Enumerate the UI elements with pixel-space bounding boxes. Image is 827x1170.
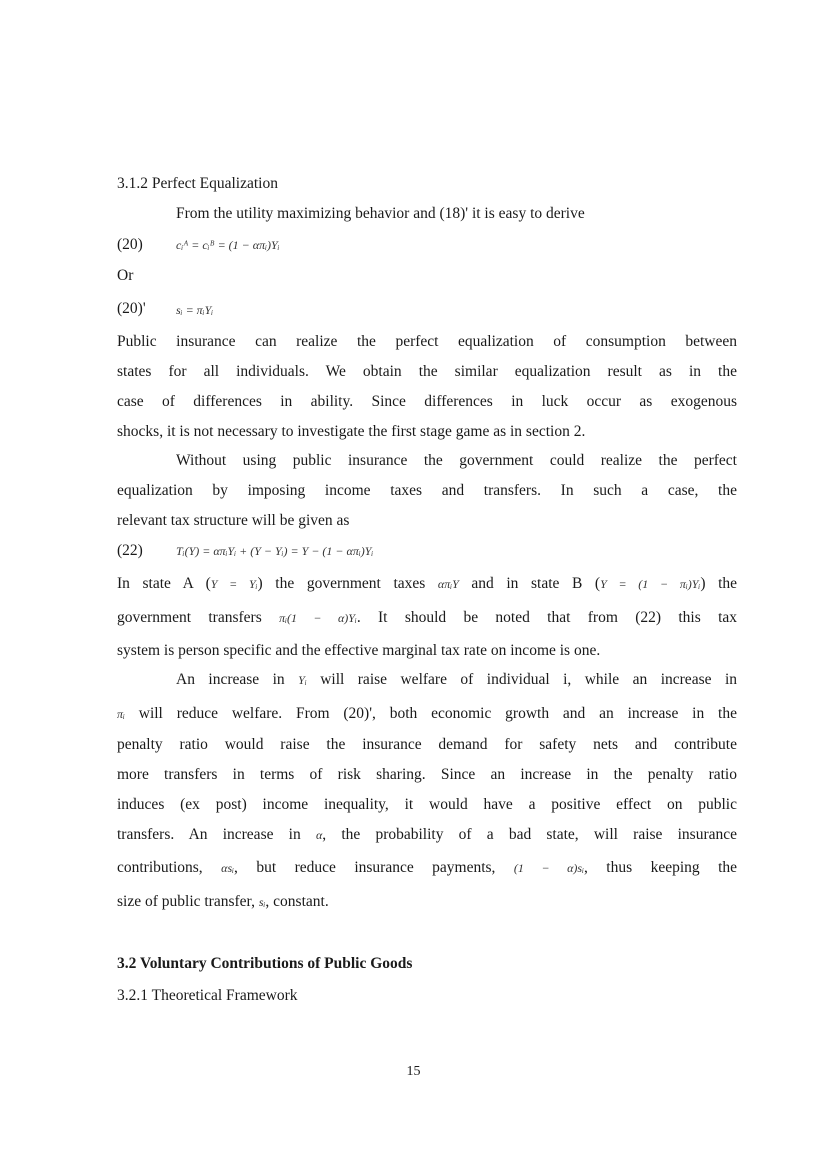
paragraph-2-line: relevant tax structure will be given as [117, 512, 350, 529]
paragraph-2-line: Without using public insurance the government could realize the perfect [176, 452, 737, 469]
paragraph-3-line-3: system is person specific and the effective marginal tax rate on income is one. [117, 642, 601, 659]
equation-20: cᵢᴬ = cᵢᴮ = (1 − απᵢ)Yᵢ [176, 238, 280, 252]
equation-20-prime-label: (20)' [117, 300, 146, 317]
text-run: , the probability of a bad state, will raise insurance [322, 826, 738, 843]
inline-math: Yᵢ [298, 673, 307, 687]
text-run: An increase in [176, 671, 285, 688]
inline-math: Y = Yᵢ [210, 577, 258, 591]
paragraph-4-line: more transfers in terms of risk sharing. Since an increase in the penalty ratio [117, 766, 737, 783]
text-run: , thus keeping the [583, 859, 738, 876]
equation-22-label: (22) [117, 542, 143, 559]
text-run: . It should be noted that from (22) this tax [356, 609, 738, 626]
paragraph-4-line: penalty ratio would raise the insurance demand for safety nets and contribute [117, 736, 737, 753]
paragraph-4-line-2 [117, 704, 737, 724]
paragraph-4-line-1 [176, 670, 737, 690]
text-run: In state A ( [117, 575, 211, 592]
intro-text: From the utility maximizing behavior and (18)' it is easy to derive [176, 205, 585, 222]
paragraph-1-line: states for all individuals. We obtain the similar equalization result as in the [117, 363, 737, 380]
inline-math: αsᵢ [221, 861, 235, 875]
equation-20-label: (20) [117, 236, 143, 253]
section-heading-3-2: 3.2 Voluntary Contributions of Public Goods [117, 955, 413, 972]
paragraph-1-line: shocks, it is not necessary to investigate the first stage game as in section 2. [117, 423, 586, 440]
paragraph-1-line: Public insurance can realize the perfect equalization of consumption between [117, 333, 737, 350]
text-run: contributions, [117, 859, 203, 876]
or-text: Or [117, 267, 134, 284]
paragraph-2-line: equalization by imposing income taxes and transfers. In such a case, the [117, 482, 737, 499]
text-run: size of public transfer, [117, 893, 255, 910]
text-run: will raise welfare of individual i, while an increase in [320, 671, 737, 688]
text-run: government transfers [117, 609, 262, 626]
inline-math: απᵢY [437, 577, 459, 591]
inline-math: Y = (1 − πᵢ)Yᵢ [600, 577, 701, 591]
paragraph-4-line-7 [117, 858, 737, 878]
paragraph-4-line: induces (ex post) income inequality, it would have a positive effect on public [117, 796, 737, 813]
equation-22: Tᵢ(Y) = απᵢYᵢ + (Y − Yᵢ) = Y − (1 − απᵢ)Yᵢ [176, 544, 374, 558]
subsection-heading-3-2-1: 3.2.1 Theoretical Framework [117, 987, 298, 1004]
text-run: , constant. [265, 893, 329, 910]
paragraph-4-line-6 [117, 825, 737, 845]
text-run: ) the [700, 575, 738, 592]
paragraph-3-line-2 [117, 608, 737, 628]
inline-math: α [315, 828, 323, 842]
page-number: 15 [406, 1064, 421, 1079]
inline-math: πᵢ(1 − α)Yᵢ [279, 611, 357, 625]
text-run: ) the government taxes [257, 575, 426, 592]
paragraph-3-line-1 [117, 574, 737, 594]
inline-math: sᵢ [258, 895, 266, 909]
text-run: will reduce welfare. From (20)', both economic growth and an increase in the [138, 705, 737, 722]
text-run: transfers. An increase in [117, 826, 301, 843]
inline-math: (1 − α)sᵢ [513, 861, 584, 875]
equation-20-prime: sᵢ = πᵢYᵢ [176, 303, 214, 317]
paragraph-4-line-8 [117, 892, 737, 912]
paragraph-1-line: case of differences in ability. Since differences in luck occur as exogenous [117, 393, 737, 410]
text-run: and in state B ( [471, 575, 601, 592]
inline-math: πᵢ [117, 707, 125, 721]
text-run: , but reduce insurance payments, [234, 859, 496, 876]
section-heading-3-1-2: 3.1.2 Perfect Equalization [117, 175, 278, 192]
